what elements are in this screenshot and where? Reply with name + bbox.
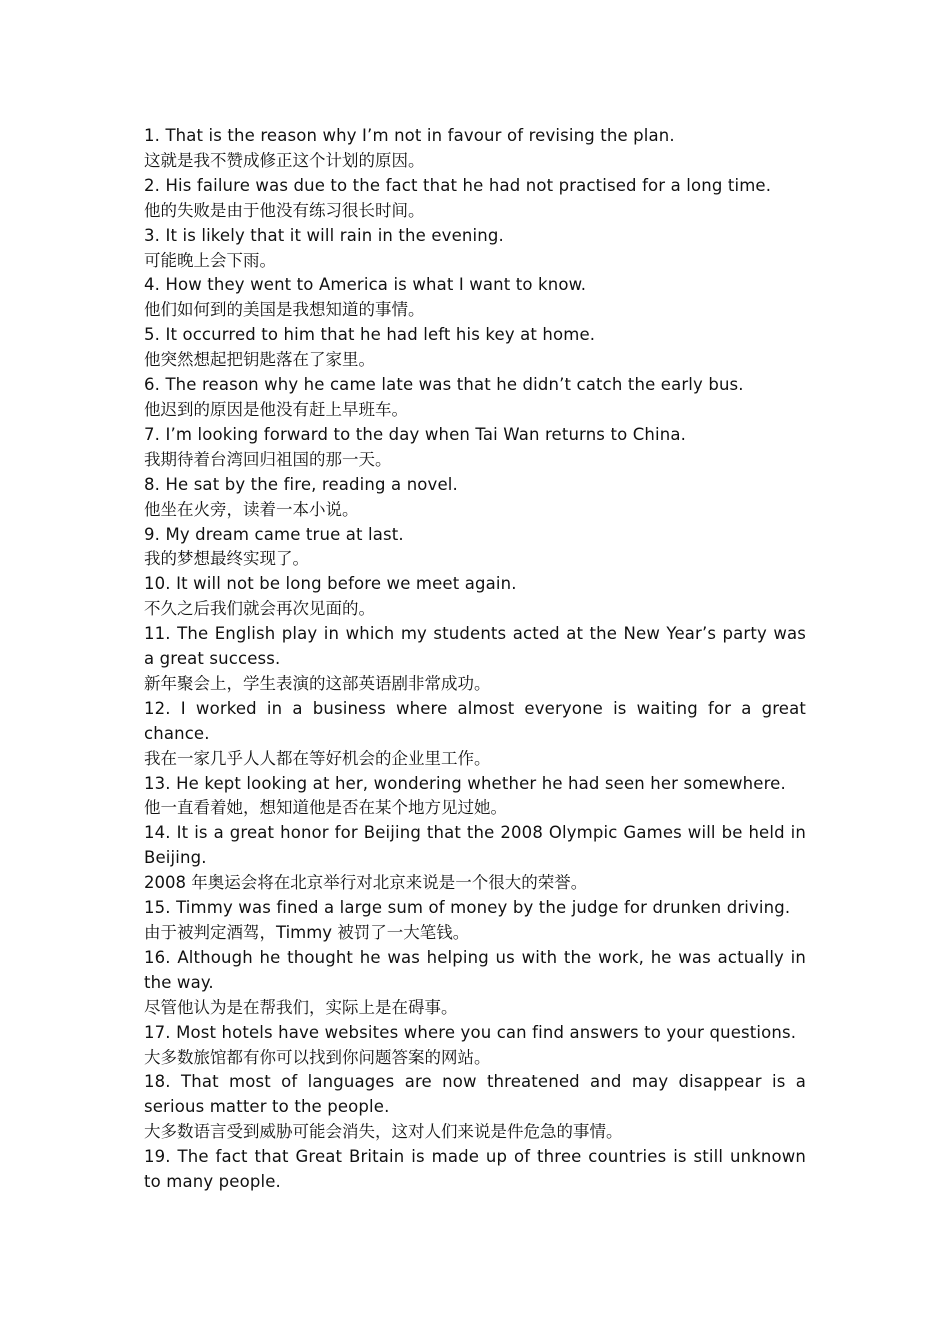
english-sentence-14: 14. It is a great honor for Beijing that the 2008 Olympic Games will be held in Beijing. xyxy=(144,823,806,868)
english-sentence-8: 8. He sat by the fire, reading a novel. xyxy=(144,474,458,494)
english-sentence-12: 12. I worked in a business where almost everyone is waiting for a great chance. xyxy=(144,698,806,743)
chinese-translation-3: 可能晚上会下雨。 xyxy=(144,250,276,270)
chinese-translation-9: 我的梦想最终实现了。 xyxy=(144,549,309,569)
chinese-translation-18: 大多数语言受到威胁可能会消失，这对人们来说是件危急的事情。 xyxy=(144,1122,623,1142)
chinese-translation-7: 我期待着台湾回归祖国的那一天。 xyxy=(144,449,392,469)
chinese-translation-14: 2008 年奥运会将在北京举行对北京来说是一个很大的荣誉。 xyxy=(144,873,588,893)
english-sentence-3: 3. It is likely that it will rain in the evening. xyxy=(144,225,504,245)
english-sentence-11: 11. The English play in which my students acted at the New Year’s party was a great success. xyxy=(144,624,806,669)
chinese-translation-6: 他迟到的原因是他没有赶上早班车。 xyxy=(144,399,408,419)
english-sentence-18: 18. That most of languages are now threatened and may disappear is a serious matter to the people. xyxy=(144,1072,806,1117)
english-sentence-7: 7. I’m looking forward to the day when Tai Wan returns to China. xyxy=(144,424,686,444)
chinese-translation-11: 新年聚会上，学生表演的这部英语剧非常成功。 xyxy=(144,673,491,693)
chinese-translation-15: 由于被判定酒驾，Timmy 被罚了一大笔钱。 xyxy=(144,923,470,942)
english-sentence-10: 10. It will not be long before we meet again. xyxy=(144,574,517,594)
english-sentence-9: 9. My dream came true at last. xyxy=(144,524,404,544)
chinese-translation-17: 大多数旅馆都有你可以找到你问题答案的网站。 xyxy=(144,1047,491,1067)
english-sentence-4: 4. How they went to America is what I want to know. xyxy=(144,275,587,295)
english-sentence-6: 6. The reason why he came late was that he didn’t catch the early bus. xyxy=(144,375,744,395)
sentence-list xyxy=(144,124,806,1195)
english-sentence-19: 19. The fact that Great Britain is made up of three countries is still unknown to many people. xyxy=(144,1147,806,1192)
chinese-translation-16: 尽管他认为是在帮我们，实际上是在碍事。 xyxy=(144,997,458,1017)
english-sentence-1: 1. That is the reason why I’m not in favour of revising the plan. xyxy=(144,126,675,145)
english-sentence-17: 17. Most hotels have websites where you can find answers to your questions. xyxy=(144,1022,797,1042)
chinese-translation-5: 他突然想起把钥匙落在了家里。 xyxy=(144,350,375,370)
chinese-translation-8: 他坐在火旁，读着一本小说。 xyxy=(144,499,359,519)
english-sentence-13: 13. He kept looking at her, wondering whether he had seen her somewhere. xyxy=(144,773,786,793)
english-sentence-2: 2. His failure was due to the fact that he had not practised for a long time. xyxy=(144,175,772,195)
chinese-translation-10: 不久之后我们就会再次见面的。 xyxy=(144,599,375,619)
english-sentence-15: 15. Timmy was fined a large sum of money by the judge for drunken driving. xyxy=(144,898,791,918)
english-sentence-5: 5. It occurred to him that he had left his key at home. xyxy=(144,325,596,345)
chinese-translation-2: 他的失败是由于他没有练习很长时间。 xyxy=(144,200,425,220)
chinese-translation-1: 这就是我不赞成修正这个计划的原因。 xyxy=(144,150,425,170)
chinese-translation-13: 他一直看着她，想知道他是否在某个地方见过她。 xyxy=(144,798,507,818)
english-sentence-16: 16. Although he thought he was helping us with the work, he was actually in the way. xyxy=(144,947,806,992)
chinese-translation-12: 我在一家几乎人人都在等好机会的企业里工作。 xyxy=(144,748,491,768)
chinese-translation-4: 他们如何到的美国是我想知道的事情。 xyxy=(144,300,425,320)
